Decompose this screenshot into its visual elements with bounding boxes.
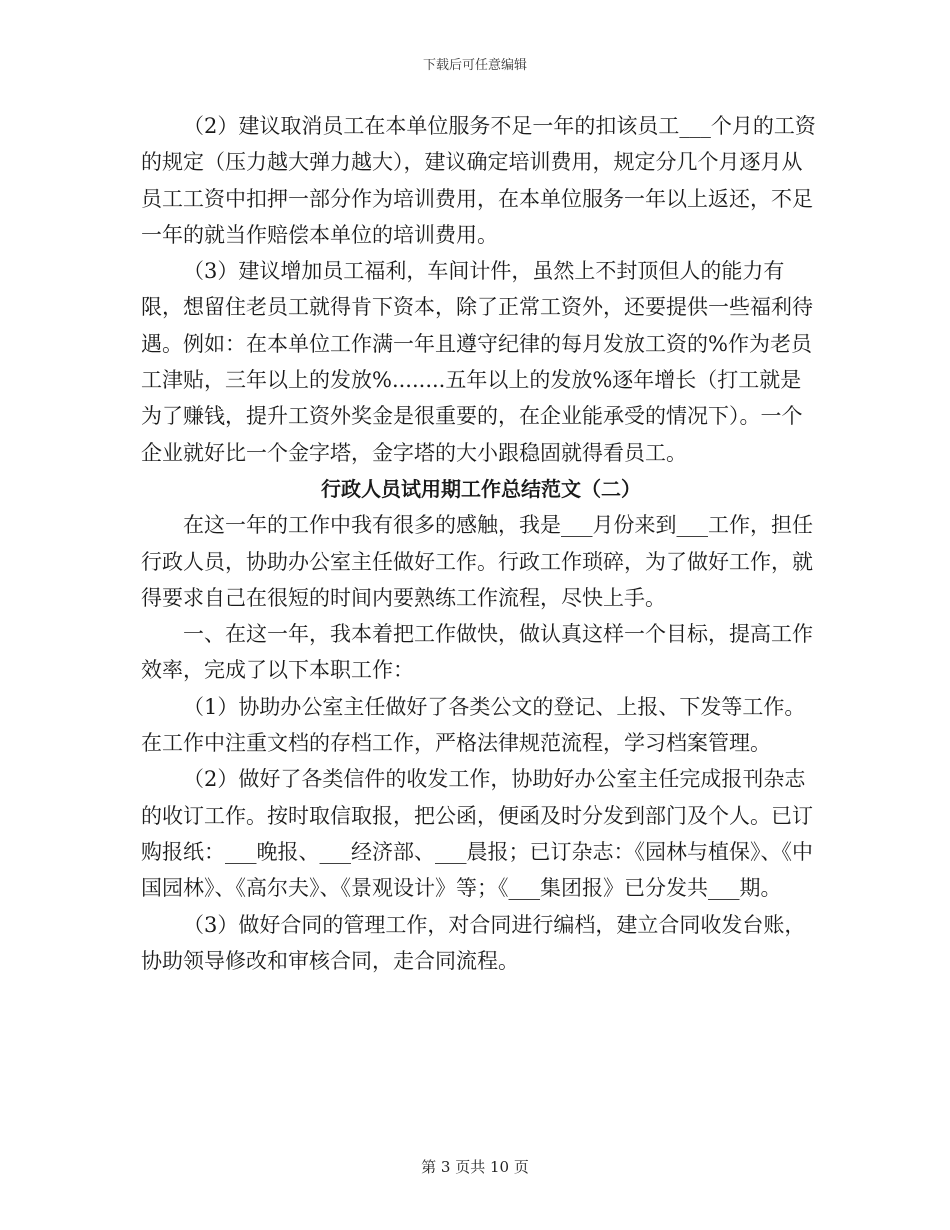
page-header: 下载后可任意编辑 <box>422 58 527 73</box>
paragraph-proposal-3: （3）建议增加员工福利，车间计件，虽然上不封顶但人的能力有限，想留住老员工就得肯下资本，除了正常工资外，还要提供一些福利待遇。例如：在本单位工作满一年且遵守纪律的每月发放工资的%作为老员工津贴，三年以上的发放%........五年以上的发放%逐年增长（打工就是为了赚钱，提升工资外奖金是很重要的，在企业能承受的情况下）。一个企业就好比一个金字塔，金字塔的大小跟稳固就得看员工。 <box>141 259 813 465</box>
document-body <box>141 108 821 979</box>
page-number: 第 3 页共 10 页 <box>421 1158 529 1176</box>
paragraph-duty-3: （3）做好合同的管理工作，对合同进行编档，建立合同收发台账，协助领导修改和审核合同，走合同流程。 <box>141 912 806 973</box>
paragraph-goal: 一、在这一年，我本着把工作做快，做认真这样一个目标，提高工作效率，完成了以下本职工作： <box>141 622 813 683</box>
paragraph-intro: 在这一年的工作中我有很多的感触，我是___月份来到___工作，担任行政人员，协助办公室主任做好工作。行政工作琐碎，为了做好工作，就得要求自己在很短的时间内要熟练工作流程，尽快上手。 <box>141 513 813 610</box>
paragraph-duty-1: （1）协助办公室主任做好了各类公文的登记、上报、下发等工作。在工作中注重文档的存档工作，严格法律规范流程，学习档案管理。 <box>141 694 806 756</box>
paragraph-duty-2: （2）做好了各类信件的收发工作，协助好办公室主任完成报刊杂志的收订工作。按时取信取报，把公函，便函及时分发到部门及个人。已订购报纸：___晚报、___经济部、___晨报；已订杂志：《园林与植保》、《中国园林》、《高尔夫》、《景观设计》等；《___集团报》已分发共___期。 <box>141 767 813 901</box>
paragraph-proposal-2: （2）建议取消员工在本单位服务不足一年的扣该员工___个月的工资的规定（压力越大弹力越大），建议确定培训费用，规定分几个月逐月从员工工资中扣押一部分作为培训费用，在本单位服务一年以上返还，不足一年的就当作赔偿本单位的培训费用。 <box>141 114 816 247</box>
section-title: 行政人员试用期工作总结范文（二） <box>321 476 641 501</box>
